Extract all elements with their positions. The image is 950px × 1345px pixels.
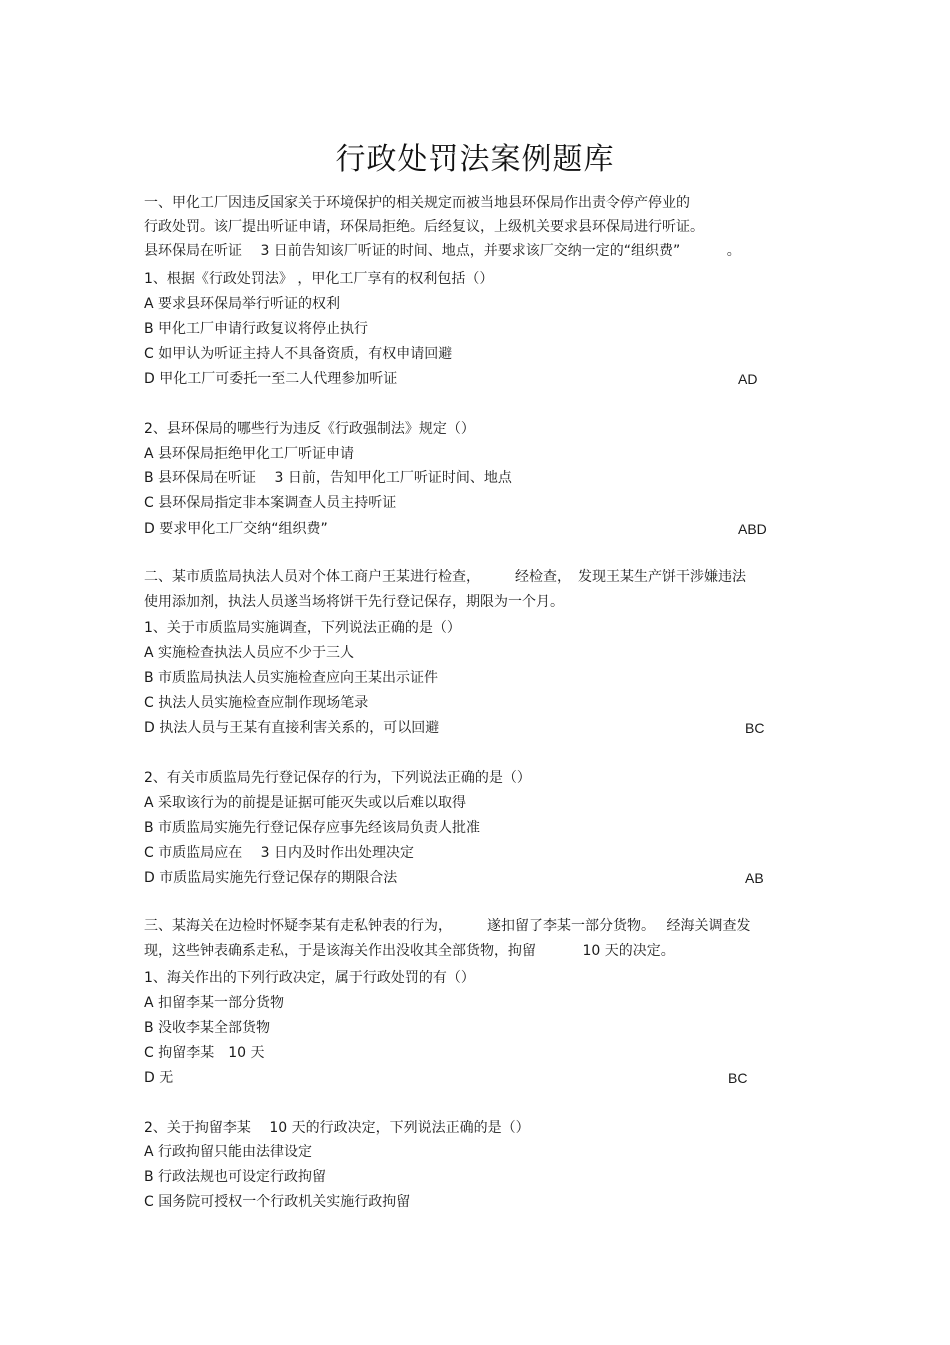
question-option: C 国务院可授权一个行政机关实施行政拘留 bbox=[144, 1194, 411, 1210]
question-option: B 甲化工厂申请行政复议将停止执行 bbox=[144, 321, 369, 337]
question-option: B 县环保局在听证 3 日前，告知甲化工厂听证时间、地点 bbox=[144, 470, 512, 486]
case-intro-line: 一、甲化工厂因违反国家关于环境保护的相关规定而被当地县环保局作出责令停产停业的 bbox=[144, 195, 690, 211]
question-option: D 市质监局实施先行登记保存的期限合法 bbox=[144, 870, 398, 886]
question-option: D 无 bbox=[144, 1070, 174, 1086]
case-intro-line: 使用添加剂，执法人员遂当场将饼干先行登记保存，期限为一个月。 bbox=[144, 594, 564, 610]
page-title: 行政处罚法案例题库 bbox=[335, 142, 615, 177]
question-option: B 没收李某全部货物 bbox=[144, 1020, 271, 1036]
question-option: C 执法人员实施检查应制作现场笔录 bbox=[144, 695, 369, 711]
question-stem: 2、有关市质监局先行登记保存的行为，下列说法正确的是（） bbox=[144, 770, 531, 786]
case-intro-line: 二、某市质监局执法人员对个体工商户王某进行检查， 经检查， 发现王某生产饼干涉嫌违法 bbox=[144, 569, 746, 585]
question-stem: 1、根据《行政处罚法》 ，甲化工厂享有的权利包括（） bbox=[144, 271, 494, 287]
question-stem: 2、县环保局的哪些行为违反《行政强制法》规定（） bbox=[144, 421, 475, 437]
case-intro-line: 现，这些钟表确系走私，于是该海关作出没收其全部货物，拘留 10 天的决定。 bbox=[144, 943, 675, 959]
question-option: C 拘留李某 10 天 bbox=[144, 1045, 265, 1061]
answer-key: BC bbox=[728, 1070, 748, 1086]
answer-key: BC bbox=[745, 720, 765, 736]
case-intro-line: 县环保局在听证 3 日前告知该厂听证的时间、地点，并要求该厂交纳一定的“组织费” 。 bbox=[144, 243, 741, 259]
question-option: C 市质监局应在 3 日内及时作出处理决定 bbox=[144, 845, 415, 861]
question-option: C 县环保局指定非本案调查人员主持听证 bbox=[144, 495, 397, 511]
question-option: D 要求甲化工厂交纳“组织费” bbox=[144, 521, 328, 537]
question-option: A 扣留李某一部分货物 bbox=[144, 995, 285, 1011]
question-stem: 1、海关作出的下列行政决定，属于行政处罚的有（） bbox=[144, 970, 475, 986]
answer-key: AB bbox=[745, 870, 764, 886]
question-option: A 采取该行为的前提是证据可能灭失或以后难以取得 bbox=[144, 795, 467, 811]
question-stem: 2、关于拘留李某 10 天的行政决定，下列说法正确的是（） bbox=[144, 1120, 530, 1136]
question-option: B 市质监局执法人员实施检查应向王某出示证件 bbox=[144, 670, 439, 686]
answer-key: ABD bbox=[738, 521, 767, 537]
answer-key: AD bbox=[738, 371, 758, 387]
question-option: D 执法人员与王某有直接利害关系的，可以回避 bbox=[144, 720, 440, 736]
question-option: A 县环保局拒绝甲化工厂听证申请 bbox=[144, 446, 355, 462]
question-option: C 如甲认为听证主持人不具备资质，有权申请回避 bbox=[144, 346, 453, 362]
question-option: D 甲化工厂可委托一至二人代理参加听证 bbox=[144, 371, 398, 387]
question-option: A 实施检查执法人员应不少于三人 bbox=[144, 645, 355, 661]
case-intro-line: 行政处罚。该厂提出听证申请，环保局拒绝。后经复议，上级机关要求县环保局进行听证。 bbox=[144, 219, 704, 235]
question-option: B 行政法规也可设定行政拘留 bbox=[144, 1169, 327, 1185]
case-intro-line: 三、某海关在边检时怀疑李某有走私钟表的行为， 遂扣留了李某一部分货物。 经海关调查发 bbox=[144, 918, 751, 934]
question-option: A 行政拘留只能由法律设定 bbox=[144, 1144, 313, 1160]
question-option: B 市质监局实施先行登记保存应事先经该局负责人批准 bbox=[144, 820, 481, 836]
question-option: A 要求县环保局举行听证的权利 bbox=[144, 296, 341, 312]
question-stem: 1、关于市质监局实施调查，下列说法正确的是（） bbox=[144, 620, 461, 636]
